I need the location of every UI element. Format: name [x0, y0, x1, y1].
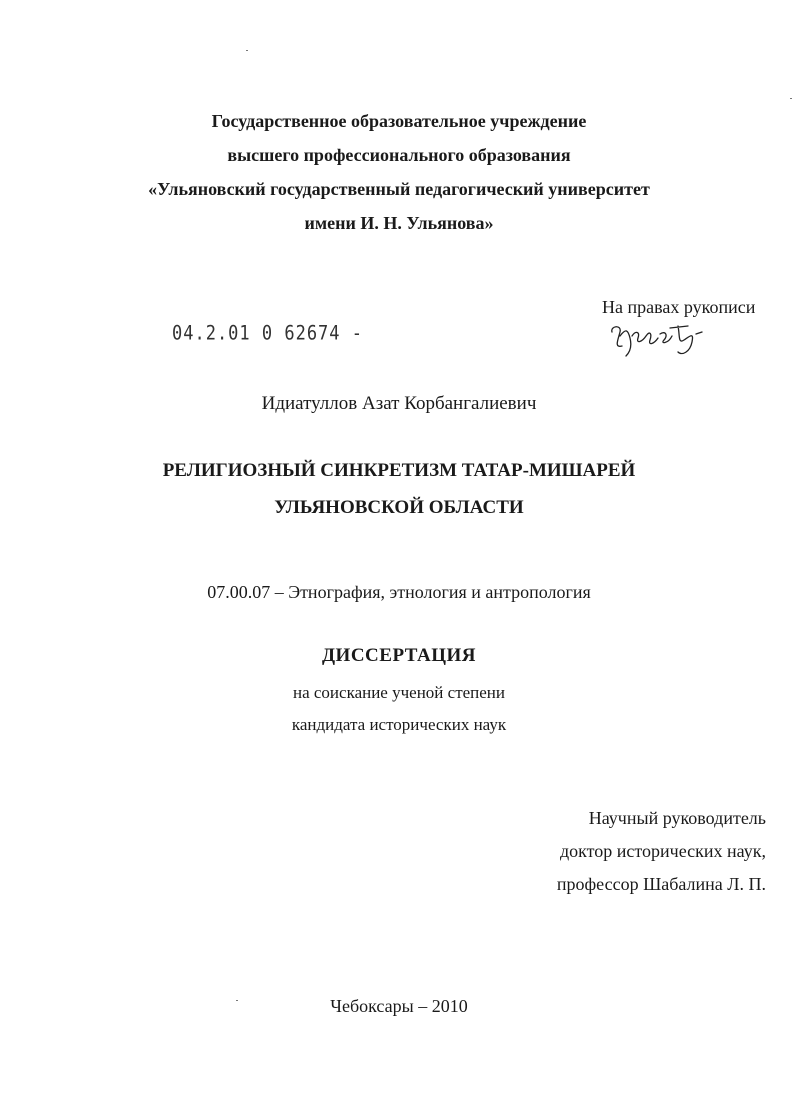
- author-name: Идиатуллов Азат Корбангалиевич: [261, 393, 537, 414]
- supervisor-line-3: профессор Шабалина Л. П.: [556, 874, 766, 894]
- specialty-code: 07.00.07 – Этнография, этнология и антропология: [207, 582, 591, 602]
- supervisor-line-2: доктор исторических наук,: [560, 841, 766, 861]
- supervisor-line-1: Научный руководитель: [588, 808, 766, 828]
- document-type-heading: ДИССЕРТАЦИЯ: [321, 645, 477, 666]
- title-line-1: РЕЛИГИОЗНЫЙ СИНКРЕТИЗМ ТАТАР-МИШАРЕЙ: [162, 460, 636, 481]
- scan-speck: [790, 98, 792, 99]
- institution-line-3: «Ульяновский государственный педагогический университет: [148, 179, 650, 199]
- institution-line-4: имени И. Н. Ульянова»: [304, 213, 494, 233]
- degree-line-1: на соискание ученой степени: [292, 683, 506, 702]
- scan-speck: [246, 50, 248, 51]
- manuscript-rights-note: На правах рукописи: [602, 297, 756, 317]
- handwritten-signature: [608, 318, 718, 358]
- scientific-supervisor: [557, 802, 766, 901]
- degree-description: [0, 677, 798, 741]
- institution-header: [0, 104, 798, 240]
- institution-line-1: Государственное образовательное учреждение: [211, 111, 587, 131]
- dissertation-title: [0, 452, 798, 526]
- institution-line-2: высшего профессионального образования: [227, 145, 571, 165]
- title-line-2: УЛЬЯНОВСКОЙ ОБЛАСТИ: [274, 497, 524, 518]
- city-and-year: Чебоксары – 2010: [330, 996, 468, 1016]
- registration-number-stamp: 04.2.01 0 62674 -: [172, 322, 363, 345]
- degree-line-2: кандидата исторических наук: [291, 715, 507, 734]
